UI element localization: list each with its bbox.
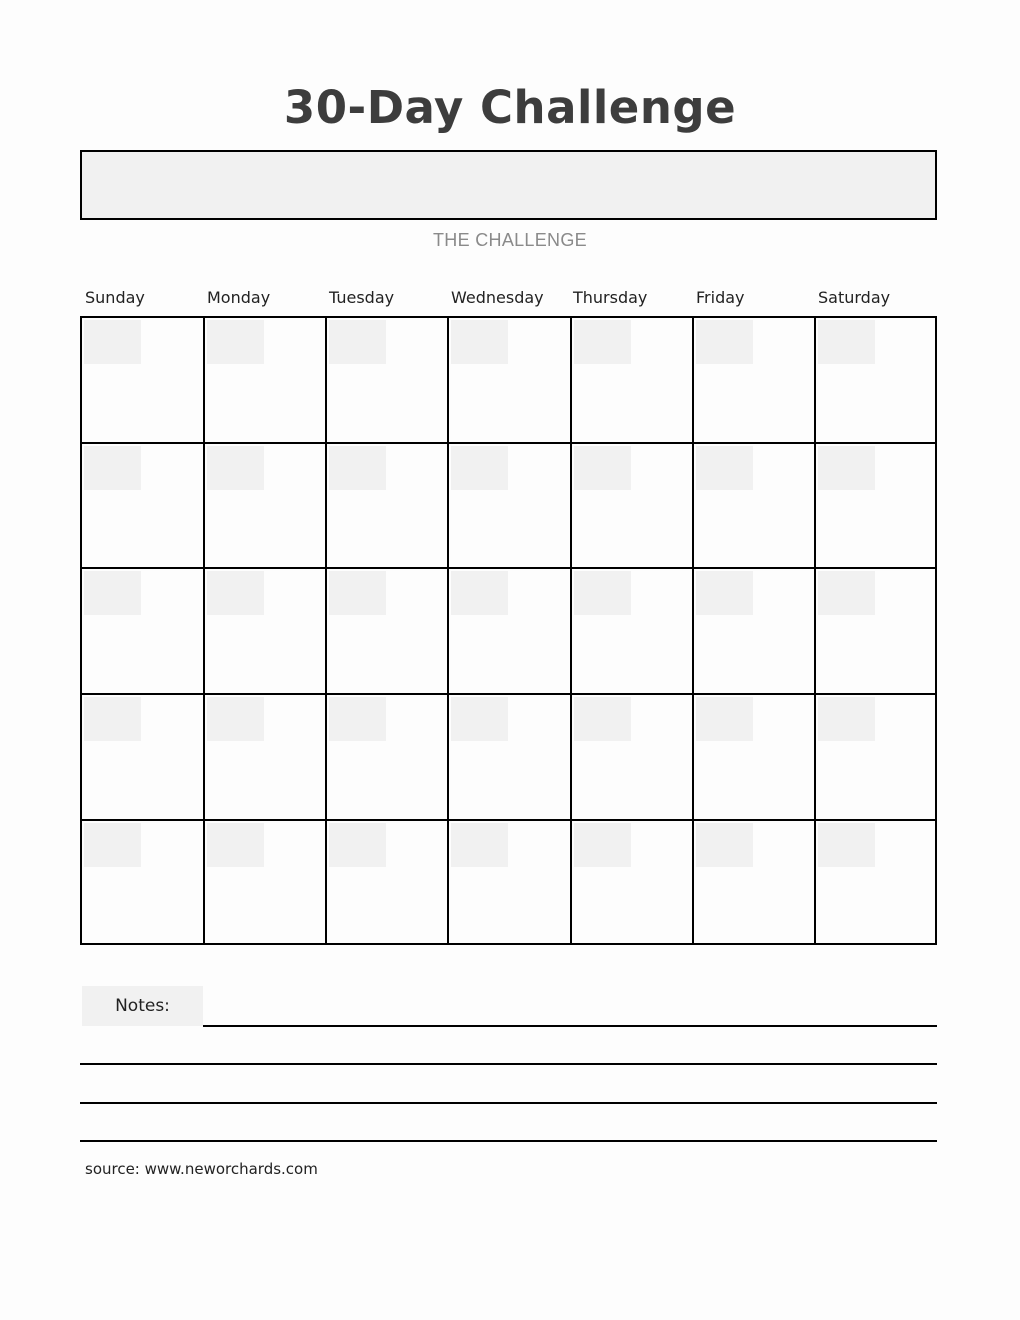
day-number-box[interactable] xyxy=(696,571,753,615)
calendar-day-cell[interactable] xyxy=(692,442,816,569)
day-number-box[interactable] xyxy=(329,823,386,867)
weekday-wednesday: Wednesday xyxy=(451,288,544,307)
day-number-box[interactable] xyxy=(696,823,753,867)
notes-line-1[interactable] xyxy=(203,1025,937,1027)
day-number-box[interactable] xyxy=(451,571,508,615)
calendar-day-cell[interactable] xyxy=(570,693,694,821)
day-number-box[interactable] xyxy=(329,446,386,490)
weekday-thursday: Thursday xyxy=(573,288,648,307)
day-number-box[interactable] xyxy=(207,697,264,741)
calendar-day-cell[interactable] xyxy=(203,819,327,945)
source-credit: source: www.neworchards.com xyxy=(85,1160,318,1178)
day-number-box[interactable] xyxy=(84,571,141,615)
calendar-day-cell[interactable] xyxy=(325,819,449,945)
day-number-box[interactable] xyxy=(451,697,508,741)
day-number-box[interactable] xyxy=(84,320,141,364)
notes-line-3[interactable] xyxy=(80,1102,937,1104)
calendar-day-cell[interactable] xyxy=(814,819,937,945)
notes-label: Notes: xyxy=(82,986,203,1026)
calendar-day-cell[interactable] xyxy=(325,693,449,821)
day-number-box[interactable] xyxy=(207,823,264,867)
calendar-day-cell[interactable] xyxy=(80,442,205,569)
calendar-day-cell[interactable] xyxy=(203,567,327,695)
day-number-box[interactable] xyxy=(84,446,141,490)
page-title: 30-Day Challenge xyxy=(283,81,737,134)
calendar-day-cell[interactable] xyxy=(692,819,816,945)
day-number-box[interactable] xyxy=(207,446,264,490)
calendar-day-cell[interactable] xyxy=(692,567,816,695)
day-number-box[interactable] xyxy=(574,320,631,364)
calendar-day-cell[interactable] xyxy=(570,567,694,695)
calendar-day-cell[interactable] xyxy=(570,442,694,569)
calendar-day-cell[interactable] xyxy=(814,442,937,569)
calendar-grid xyxy=(80,316,937,945)
calendar-day-cell[interactable] xyxy=(570,316,694,444)
weekday-friday: Friday xyxy=(696,288,745,307)
calendar-day-cell[interactable] xyxy=(203,693,327,821)
notes-line-2[interactable] xyxy=(80,1063,937,1065)
day-number-box[interactable] xyxy=(818,320,875,364)
day-number-box[interactable] xyxy=(818,571,875,615)
calendar-day-cell[interactable] xyxy=(570,819,694,945)
calendar-day-cell[interactable] xyxy=(80,567,205,695)
day-number-box[interactable] xyxy=(329,697,386,741)
challenge-input-box[interactable] xyxy=(80,150,937,220)
day-number-box[interactable] xyxy=(818,823,875,867)
day-number-box[interactable] xyxy=(451,446,508,490)
weekday-tuesday: Tuesday xyxy=(329,288,395,307)
day-number-box[interactable] xyxy=(329,571,386,615)
calendar-day-cell[interactable] xyxy=(692,316,816,444)
calendar-day-cell[interactable] xyxy=(80,819,205,945)
day-number-box[interactable] xyxy=(574,697,631,741)
day-number-box[interactable] xyxy=(818,446,875,490)
calendar-day-cell[interactable] xyxy=(814,567,937,695)
calendar-day-cell[interactable] xyxy=(814,693,937,821)
calendar-day-cell[interactable] xyxy=(80,316,205,444)
day-number-box[interactable] xyxy=(574,446,631,490)
weekday-header-row xyxy=(80,288,937,314)
calendar-day-cell[interactable] xyxy=(203,316,327,444)
calendar-day-cell[interactable] xyxy=(692,693,816,821)
weekday-monday: Monday xyxy=(207,288,271,307)
day-number-box[interactable] xyxy=(574,571,631,615)
day-number-box[interactable] xyxy=(574,823,631,867)
day-number-box[interactable] xyxy=(451,823,508,867)
day-number-box[interactable] xyxy=(207,320,264,364)
notes-line-4[interactable] xyxy=(80,1140,937,1142)
calendar-day-cell[interactable] xyxy=(814,316,937,444)
calendar-day-cell[interactable] xyxy=(203,442,327,569)
challenge-label: THE CHALLENGE xyxy=(433,230,587,250)
day-number-box[interactable] xyxy=(696,320,753,364)
day-number-box[interactable] xyxy=(84,697,141,741)
calendar-day-cell[interactable] xyxy=(447,693,572,821)
calendar-day-cell[interactable] xyxy=(447,819,572,945)
day-number-box[interactable] xyxy=(207,571,264,615)
day-number-box[interactable] xyxy=(329,320,386,364)
day-number-box[interactable] xyxy=(818,697,875,741)
calendar-day-cell[interactable] xyxy=(325,442,449,569)
day-number-box[interactable] xyxy=(84,823,141,867)
calendar-day-cell[interactable] xyxy=(447,442,572,569)
weekday-saturday: Saturday xyxy=(818,288,891,307)
day-number-box[interactable] xyxy=(696,697,753,741)
calendar-day-cell[interactable] xyxy=(80,693,205,821)
calendar-day-cell[interactable] xyxy=(325,316,449,444)
calendar-day-cell[interactable] xyxy=(447,316,572,444)
weekday-sunday: Sunday xyxy=(85,288,145,307)
day-number-box[interactable] xyxy=(696,446,753,490)
calendar-day-cell[interactable] xyxy=(325,567,449,695)
calendar-day-cell[interactable] xyxy=(447,567,572,695)
day-number-box[interactable] xyxy=(451,320,508,364)
